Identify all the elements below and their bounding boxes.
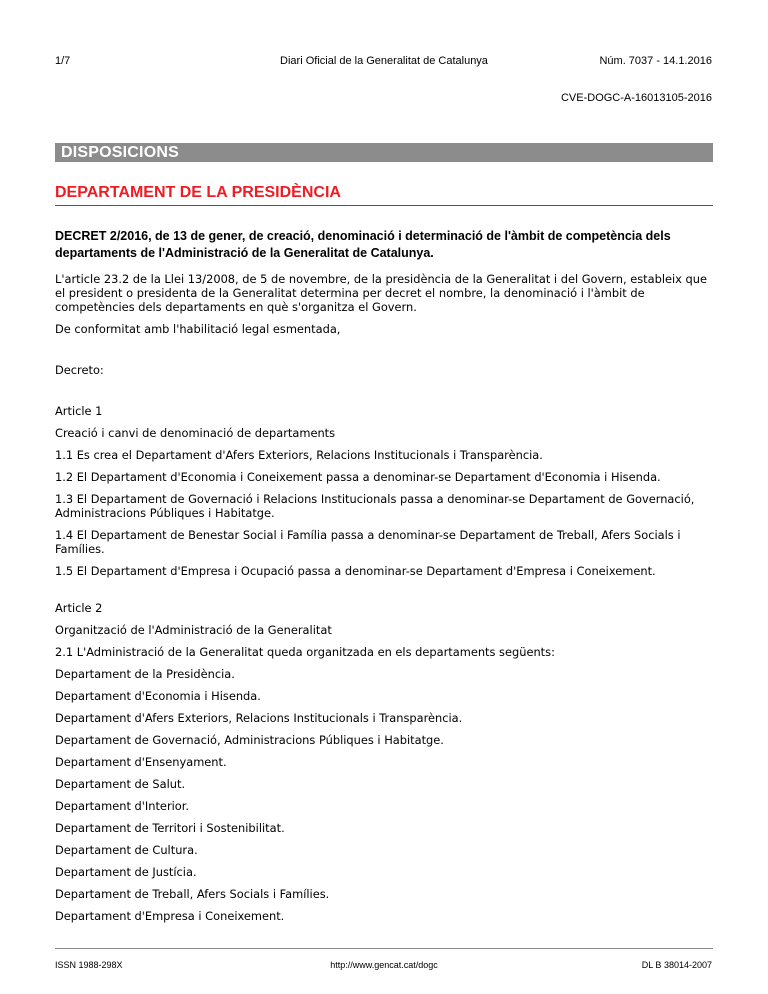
section-title: DISPOSICIONS (61, 144, 179, 161)
department-list-item: Departament de Salut. (55, 777, 186, 791)
article-item: 2.1 L'Administració de la Generalitat queda organitzada en els departaments següents: (55, 645, 555, 659)
article-item: 1.1 Es crea el Departament d'Afers Exteriors, Relacions Institucionals i Transparència. (55, 448, 543, 462)
page-number: 1/7 (55, 55, 71, 67)
preamble-paragraph: L'article 23.2 de la Llei 13/2008, de 5 de novembre, de la presidència de la Generalitat i del Govern, estableix que el president o presidenta de la Generalitat determina per decret el nombre, la denominació i l'àmbit de competències dels departaments en què s'organitza el Govern. (55, 272, 707, 314)
article-heading: Article 2 (55, 601, 103, 615)
department-list-item: Departament de Territori i Sostenibilitat. (55, 821, 285, 835)
article-item: 1.2 El Departament d'Economia i Coneixement passa a denominar-se Departament d'Economia i Hisenda. (55, 470, 661, 484)
article-item: 1.4 El Departament de Benestar Social i Família passa a denominar-se Departament de Treball, Afers Socials i Famílies. (55, 528, 681, 556)
department-list-item: Departament d'Interior. (55, 799, 190, 813)
document-body (55, 228, 715, 931)
department-list-item: Departament de Treball, Afers Socials i Famílies. (55, 887, 330, 901)
department-list-item: Departament d'Ensenyament. (55, 755, 227, 769)
department-title: DEPARTAMENT DE LA PRESIDÈNCIA (55, 184, 341, 201)
article-heading: Article 1 (55, 404, 103, 418)
department-list-item: Departament d'Empresa i Coneixement. (55, 909, 285, 923)
department-list-item: Departament de Governació, Administracions Públiques i Habitatge. (55, 733, 444, 747)
footer-issn: ISSN 1988-298X (55, 960, 123, 970)
department-list-item: Departament d'Afers Exteriors, Relacions Institucionals i Transparència. (55, 711, 463, 725)
department-list-item: Departament de la Presidència. (55, 667, 235, 681)
issue-number: Núm. 7037 - 14.1.2016 (599, 55, 712, 67)
article-title: Creació i canvi de denominació de departaments (55, 426, 336, 440)
journal-title: Diari Oficial de la Generalitat de Catalunya (280, 55, 488, 67)
preamble-paragraph: De conformitat amb l'habilitació legal esmentada, (55, 322, 341, 336)
section-bar (55, 143, 713, 162)
department-list-item: Departament de Cultura. (55, 843, 198, 857)
footer-divider (55, 948, 713, 949)
footer-legal-deposit: DL B 38014-2007 (641, 960, 712, 970)
department-list-item: Departament d'Economia i Hisenda. (55, 689, 261, 703)
article-item: 1.3 El Departament de Governació i Relacions Institucionals passa a denominar-se Departament de Governació, Administracions Públiques i Habitatge. (55, 492, 695, 520)
decreto-label: Decreto: (55, 363, 104, 377)
article-title: Organització de l'Administració de la Generalitat (55, 623, 332, 637)
department-list-item: Departament de Justícia. (55, 865, 197, 879)
cve-code: CVE-DOGC-A-16013105-2016 (560, 92, 712, 104)
department-header (55, 183, 713, 206)
footer-url[interactable]: http://www.gencat.cat/dogc (330, 960, 438, 970)
article-item: 1.5 El Departament d'Empresa i Ocupació passa a denominar-se Departament d'Empresa i Coneixement. (55, 564, 656, 578)
decree-title: DECRET 2/2016, de 13 de gener, de creació, denominació i determinació de l'àmbit de competència dels departaments de l'Administració de la Generalitat de Catalunya. (55, 229, 671, 260)
